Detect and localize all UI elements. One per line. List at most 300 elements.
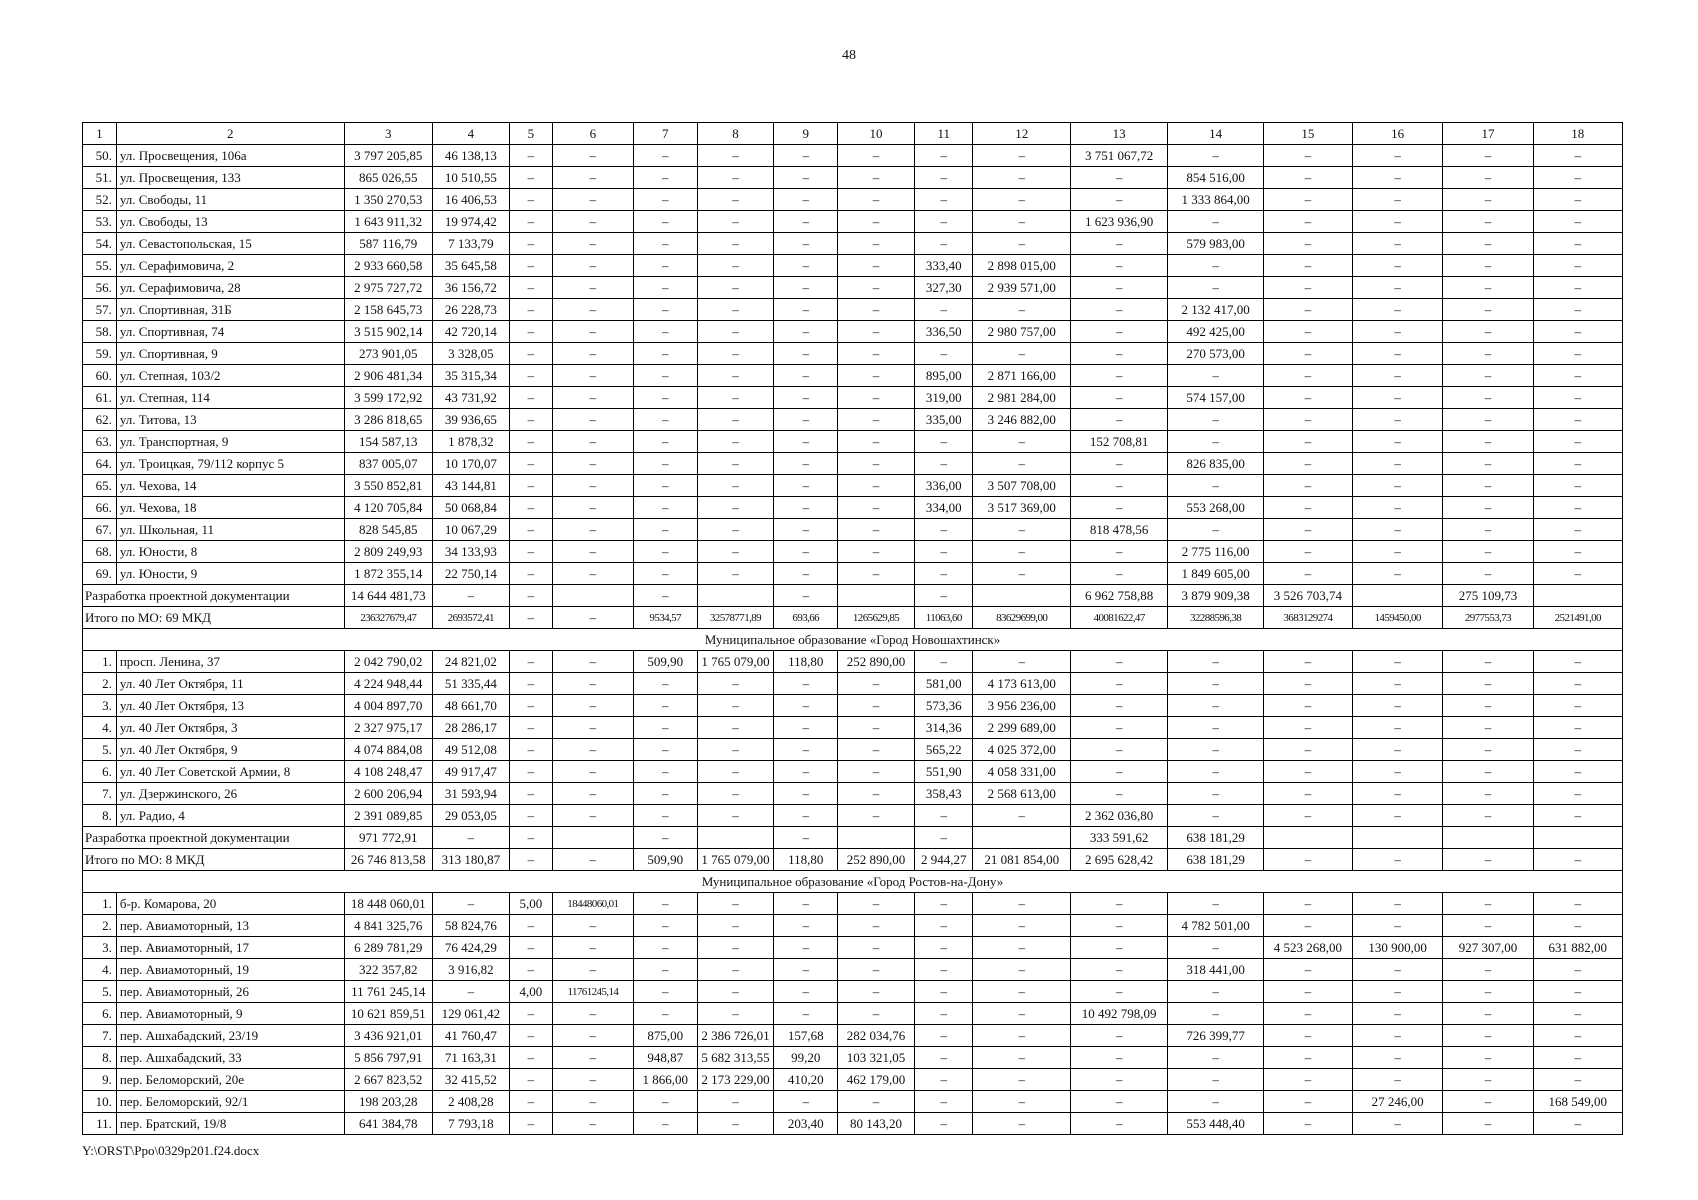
table-cell: – [838,937,915,959]
table-cell: – [1533,893,1622,915]
table-cell: – [1070,409,1167,431]
table-cell: – [915,453,973,475]
table-cell: 103 321,05 [838,1047,915,1069]
address-cell: ул. 40 Лет Октября, 11 [116,673,344,695]
table-cell: – [1533,849,1622,871]
table-row [83,497,1623,519]
table-cell: – [1443,915,1533,937]
table-cell: – [915,651,973,673]
table-cell: – [509,1025,552,1047]
table-cell: – [552,673,633,695]
table-cell: 2 980 757,00 [973,321,1070,343]
table-cell: – [1533,673,1622,695]
table-cell: 252 890,00 [838,651,915,673]
table-cell: – [1168,1047,1263,1069]
table-cell: – [1263,1113,1352,1135]
table-cell: – [774,585,838,607]
row-number: 8. [83,1047,117,1069]
table-cell: – [1353,343,1443,365]
table-cell: 2 327 975,17 [344,717,432,739]
table-cell: – [1353,299,1443,321]
table-cell: 50 068,84 [432,497,509,519]
table-cell [552,585,633,607]
table-cell: – [509,1091,552,1113]
table-cell: – [1168,739,1263,761]
table-cell: – [774,673,838,695]
table-cell: – [509,673,552,695]
table-cell: – [1353,431,1443,453]
table-cell: 10 067,29 [432,519,509,541]
table-cell: – [633,937,697,959]
table-cell: – [915,189,973,211]
table-cell: – [633,299,697,321]
table-cell: – [552,1091,633,1113]
table-cell: 5,00 [509,893,552,915]
table-cell: – [509,189,552,211]
table-cell: – [509,277,552,299]
row-number: 68. [83,541,117,563]
table-cell: – [774,805,838,827]
table-cell: – [633,409,697,431]
table-cell: – [697,695,774,717]
table-cell: – [1443,299,1533,321]
row-number: 62. [83,409,117,431]
table-cell: – [1443,959,1533,981]
table-cell: 48 661,70 [432,695,509,717]
table-row [83,959,1623,981]
table-cell: – [509,541,552,563]
table-cell: – [1168,893,1263,915]
table-cell: 273 901,05 [344,343,432,365]
table-cell: 2 173 229,00 [697,1069,774,1091]
table-cell: – [1263,453,1352,475]
table-cell: – [1070,497,1167,519]
table-cell: – [1263,1047,1352,1069]
address-cell: ул. 40 Лет Октября, 3 [116,717,344,739]
table-cell: – [633,453,697,475]
table-cell: 971 772,91 [344,827,432,849]
table-cell: – [1443,805,1533,827]
table-cell: – [1263,739,1352,761]
row-number: 1. [83,651,117,673]
table-cell [1353,827,1443,849]
row-number: 9. [83,1069,117,1091]
table-cell: – [1070,255,1167,277]
table-cell: – [509,299,552,321]
table-cell: 1 866,00 [633,1069,697,1091]
table-cell: 76 424,29 [432,937,509,959]
table-cell: – [633,959,697,981]
address-cell: ул. Степная, 114 [116,387,344,409]
summary-label: Итого по МО: 69 МКД [83,607,345,629]
table-cell: – [509,783,552,805]
table-cell: – [1263,893,1352,915]
table-cell: 40081622,47 [1070,607,1167,629]
table-cell: 631 882,00 [1533,937,1622,959]
table-cell: – [1533,277,1622,299]
table-cell: 2 809 249,93 [344,541,432,563]
table-cell: – [1263,255,1352,277]
table-row [83,145,1623,167]
table-cell: – [1263,673,1352,695]
table-cell: – [774,937,838,959]
table-cell: 2 775 116,00 [1168,541,1263,563]
row-number: 1. [83,893,117,915]
table-cell: – [838,189,915,211]
table-cell: – [697,893,774,915]
table-cell: 4 025 372,00 [973,739,1070,761]
table-cell: – [1263,959,1352,981]
table-cell: – [552,167,633,189]
table-row [83,761,1623,783]
table-cell: – [973,805,1070,827]
table-cell: – [774,453,838,475]
address-cell: пер. Авиамоторный, 19 [116,959,344,981]
table-cell: – [633,563,697,585]
table-cell: – [697,1091,774,1113]
table-cell: – [509,453,552,475]
table-cell: – [633,255,697,277]
table-cell: – [1168,717,1263,739]
table-cell: – [697,299,774,321]
row-number: 60. [83,365,117,387]
table-cell: 2 408,28 [432,1091,509,1113]
row-number: 8. [83,805,117,827]
table-cell: – [915,805,973,827]
table-cell: – [1533,343,1622,365]
table-cell: – [774,717,838,739]
table-cell: – [1533,299,1622,321]
table-cell: – [697,783,774,805]
table-cell: – [915,343,973,365]
table-cell: 6 962 758,88 [1070,585,1167,607]
table-cell: – [973,145,1070,167]
table-cell: 3 517 369,00 [973,497,1070,519]
table-cell: 282 034,76 [838,1025,915,1047]
table-cell: – [633,893,697,915]
table-cell: – [552,805,633,827]
table-cell: 3 507 708,00 [973,475,1070,497]
table-cell: 10 492 798,09 [1070,1003,1167,1025]
table-cell: 18 448 060,01 [344,893,432,915]
table-cell: 2521491,00 [1533,607,1622,629]
table-cell: – [915,893,973,915]
row-number: 54. [83,233,117,255]
table-cell: 35 315,34 [432,365,509,387]
table-cell: – [774,519,838,541]
table-cell: 2 906 481,34 [344,365,432,387]
address-cell: ул. Школьная, 11 [116,519,344,541]
table-cell: – [774,915,838,937]
table-cell: – [1353,805,1443,827]
table-cell: – [915,1091,973,1113]
table-row [83,211,1623,233]
table-cell: – [915,145,973,167]
table-cell: – [1168,673,1263,695]
table-cell: – [1443,431,1533,453]
table-cell: – [1533,981,1622,1003]
table-cell: – [838,145,915,167]
table-cell: – [838,343,915,365]
table-cell: – [552,651,633,673]
table-cell: 3 246 882,00 [973,409,1070,431]
table-cell: – [838,673,915,695]
row-number: 52. [83,189,117,211]
table-cell: 336,50 [915,321,973,343]
table-cell: – [973,233,1070,255]
table-cell: – [1353,233,1443,255]
address-cell: ул. Троицкая, 79/112 корпус 5 [116,453,344,475]
table-cell: 1 350 270,53 [344,189,432,211]
table-cell: – [552,145,633,167]
table-cell: – [509,717,552,739]
table-cell: – [1070,893,1167,915]
address-cell: ул. Свободы, 11 [116,189,344,211]
table-cell: 9534,57 [633,607,697,629]
table-cell: 4 841 325,76 [344,915,432,937]
table-cell: – [697,497,774,519]
table-cell [697,585,774,607]
table-cell: – [1263,783,1352,805]
table-cell: – [697,563,774,585]
table-cell: – [1443,541,1533,563]
table-cell: – [552,1003,633,1025]
table-cell: 333,40 [915,255,973,277]
table-row [83,365,1623,387]
table-cell: – [838,453,915,475]
address-cell: ул. 40 Лет Октября, 13 [116,695,344,717]
table-cell: – [1168,1069,1263,1091]
row-number: 7. [83,1025,117,1047]
table-cell: – [1263,145,1352,167]
table-cell: – [774,211,838,233]
summary-label: Разработка проектной документации [83,827,345,849]
table-cell: – [697,343,774,365]
table-cell: – [509,585,552,607]
row-number: 6. [83,761,117,783]
table-cell: – [1168,365,1263,387]
table-cell: – [1533,321,1622,343]
table-cell: – [1168,1003,1263,1025]
address-cell: ул. Радио, 4 [116,805,344,827]
table-cell: 4 120 705,84 [344,497,432,519]
table-cell: – [552,1113,633,1135]
table-cell: – [633,585,697,607]
table-cell: – [509,497,552,519]
table-cell: 6 289 781,29 [344,937,432,959]
table-cell: – [774,761,838,783]
table-cell: – [838,563,915,585]
table-cell: – [1353,959,1443,981]
table-cell: – [1533,1025,1622,1047]
address-cell: ул. Серафимовича, 28 [116,277,344,299]
table-cell: – [774,1091,838,1113]
table-cell: – [1443,233,1533,255]
column-header: 1 [83,123,117,145]
table-cell: – [697,673,774,695]
table-cell: – [774,541,838,563]
table-cell: 322 357,82 [344,959,432,981]
table-cell: – [915,1113,973,1135]
table-cell: 313 180,87 [432,849,509,871]
table-cell: – [1353,893,1443,915]
table-cell: 24 821,02 [432,651,509,673]
table-cell: – [1533,563,1622,585]
table-cell: – [633,343,697,365]
table-cell: – [1263,387,1352,409]
table-cell: – [1533,651,1622,673]
table-cell: – [774,1003,838,1025]
table-cell: – [1353,145,1443,167]
table-cell: – [633,431,697,453]
table-cell: – [1443,651,1533,673]
table-cell: – [838,783,915,805]
table-cell: 3 599 172,92 [344,387,432,409]
table-cell: – [973,1091,1070,1113]
table-cell: – [697,321,774,343]
table-cell: 58 824,76 [432,915,509,937]
table-cell: – [973,189,1070,211]
table-cell: – [552,321,633,343]
table-cell: – [697,739,774,761]
table-cell: – [774,827,838,849]
table-cell: – [915,915,973,937]
table-cell: – [633,1113,697,1135]
table-cell: 693,66 [774,607,838,629]
table-cell: – [552,233,633,255]
table-cell: – [552,563,633,585]
table-cell: – [552,387,633,409]
section-header-row [83,629,1623,651]
table-cell: – [774,233,838,255]
table-cell: 5 856 797,91 [344,1047,432,1069]
table-cell: – [552,277,633,299]
table-cell: – [1533,805,1622,827]
table-cell: – [838,981,915,1003]
table-cell: 1 623 936,90 [1070,211,1167,233]
address-cell: ул. Свободы, 13 [116,211,344,233]
table-cell: 3 550 852,81 [344,475,432,497]
table-cell: – [509,915,552,937]
address-cell: ул. Спортивная, 9 [116,343,344,365]
table-cell: – [552,1025,633,1047]
table-cell: – [509,607,552,629]
table-cell: 31 593,94 [432,783,509,805]
address-cell: пер. Авиамоторный, 9 [116,1003,344,1025]
table-cell: – [697,937,774,959]
table-cell: – [973,343,1070,365]
table-cell: – [1168,211,1263,233]
table-cell: – [1353,255,1443,277]
table-cell: – [697,255,774,277]
table-cell: – [1533,365,1622,387]
table-cell: – [1353,497,1443,519]
table-cell: – [1353,651,1443,673]
table-cell: 34 133,93 [432,541,509,563]
table-cell: – [1353,739,1443,761]
table-cell: – [1353,673,1443,695]
table-cell: 252 890,00 [838,849,915,871]
table-cell: 4 782 501,00 [1168,915,1263,937]
table-cell: – [1263,1091,1352,1113]
table-cell: – [774,189,838,211]
table-cell: – [1353,365,1443,387]
table-cell: 36 156,72 [432,277,509,299]
address-cell: ул. Просвещения, 133 [116,167,344,189]
table-cell: – [1533,431,1622,453]
table-cell: 18448060,01 [552,893,633,915]
row-number: 6. [83,1003,117,1025]
table-cell: – [1263,211,1352,233]
table-cell: – [774,277,838,299]
row-number: 2. [83,915,117,937]
table-cell: 2 667 823,52 [344,1069,432,1091]
table-cell: – [1443,387,1533,409]
table-cell: – [973,1025,1070,1047]
table-cell: 2 158 645,73 [344,299,432,321]
table-cell: – [552,783,633,805]
table-cell: – [633,475,697,497]
table-cell: 10 170,07 [432,453,509,475]
table-cell: 854 516,00 [1168,167,1263,189]
table-cell: 26 746 813,58 [344,849,432,871]
address-cell: б-р. Комарова, 20 [116,893,344,915]
table-cell: – [1533,761,1622,783]
table-cell: – [697,981,774,1003]
table-cell: – [1070,1113,1167,1135]
row-number: 66. [83,497,117,519]
row-number: 10. [83,1091,117,1113]
table-cell: – [1443,783,1533,805]
table-cell: 3 526 703,74 [1263,585,1352,607]
table-cell: – [774,695,838,717]
table-cell: – [697,145,774,167]
table-cell: – [915,233,973,255]
table-cell: – [1533,959,1622,981]
table-cell: – [774,343,838,365]
table-cell: – [1353,387,1443,409]
table-cell: 3 916,82 [432,959,509,981]
table-cell: – [1533,541,1622,563]
table-cell: – [552,1047,633,1069]
table-cell: – [509,1113,552,1135]
table-cell: – [774,783,838,805]
table-cell: – [1353,761,1443,783]
table-cell: 3 515 902,14 [344,321,432,343]
table-cell: – [1070,387,1167,409]
table-row [83,167,1623,189]
table-cell: 581,00 [915,673,973,695]
table-cell: 14 644 481,73 [344,585,432,607]
table-cell [1263,827,1352,849]
table-cell: – [1443,277,1533,299]
table-cell: – [774,431,838,453]
row-number: 56. [83,277,117,299]
row-number: 5. [83,981,117,1003]
table-cell: – [1263,1069,1352,1091]
table-cell: – [1263,299,1352,321]
table-row [83,893,1623,915]
table-cell: – [838,915,915,937]
table-cell: – [973,167,1070,189]
table-cell: 948,87 [633,1047,697,1069]
table-cell: 2 975 727,72 [344,277,432,299]
table-cell: – [838,1003,915,1025]
table-cell: 4 004 897,70 [344,695,432,717]
address-cell: ул. Юности, 8 [116,541,344,563]
table-cell: – [973,1113,1070,1135]
address-cell: ул. Чехова, 14 [116,475,344,497]
